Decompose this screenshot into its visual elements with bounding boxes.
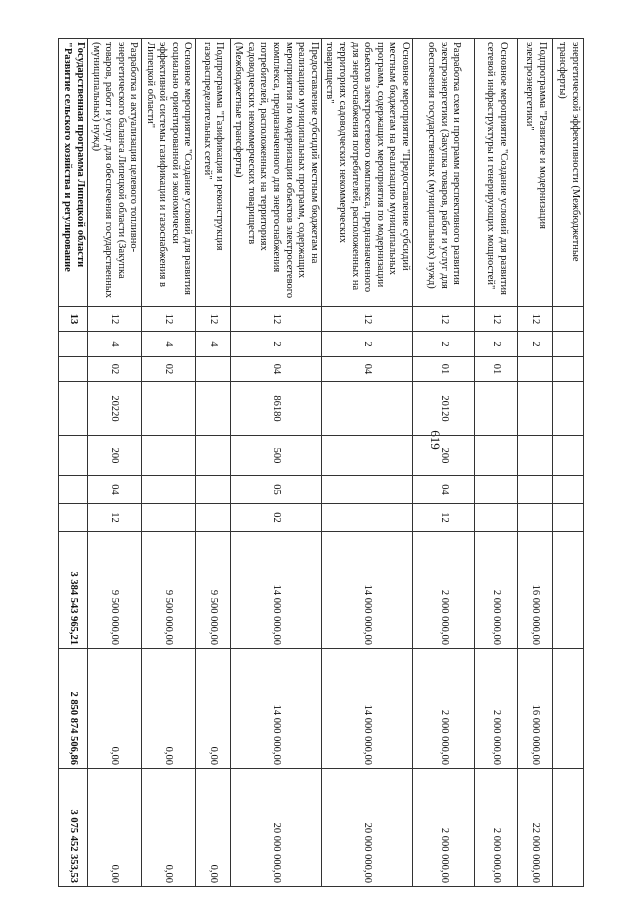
cell-nr: 86180 [230, 382, 321, 436]
cell-y2: 0,00 [141, 649, 195, 769]
cell-gp: 12 [87, 307, 141, 332]
cell-vr [141, 436, 195, 476]
cell-om: 02 [87, 357, 141, 382]
cell-vr: 200 [87, 436, 141, 476]
cell-nr: 20120 [413, 382, 475, 436]
cell-om [59, 357, 87, 382]
cell-nr [321, 382, 412, 436]
cell-nr [518, 382, 553, 436]
cell-y3: 20 000 000,00 [230, 769, 321, 887]
cell-vr [195, 436, 230, 476]
cell-y3: 20 000 000,00 [321, 769, 412, 887]
cell-vr [518, 436, 553, 476]
cell-om: 04 [230, 357, 321, 382]
cell-name: Основное мероприятие "Создание условий для развития социально ориентированной и экономически эффективной системы газификации и газоснабжения в Липецкой области" [141, 39, 195, 307]
cell-rz [518, 476, 553, 504]
cell-y2: 0,00 [195, 649, 230, 769]
cell-y2: 2 000 000,00 [475, 649, 518, 769]
cell-pp: 4 [141, 332, 195, 357]
cell-y2: 14 000 000,00 [230, 649, 321, 769]
cell-pp [59, 332, 87, 357]
cell-gp: 12 [230, 307, 321, 332]
table-row [230, 39, 321, 887]
cell-gp: 12 [413, 307, 475, 332]
cell-vr [59, 436, 87, 476]
cell-rz [141, 476, 195, 504]
table-row [59, 39, 87, 887]
cell-y3: 22 000 000,00 [518, 769, 553, 887]
cell-y1: 14 000 000,00 [230, 532, 321, 649]
cell-gp: 12 [141, 307, 195, 332]
cell-y3: 3 075 452 353,53 [59, 769, 87, 887]
cell-om [553, 357, 584, 382]
cell-gp: 12 [195, 307, 230, 332]
cell-pr [59, 504, 87, 532]
cell-om: 02 [141, 357, 195, 382]
cell-pr [321, 504, 412, 532]
cell-y3: 0,00 [195, 769, 230, 887]
cell-om: 01 [413, 357, 475, 382]
cell-name: Подпрограмма "Газификация и реконструкция газораспределительных сетей" [195, 39, 230, 307]
cell-pp: 4 [195, 332, 230, 357]
cell-pr [195, 504, 230, 532]
cell-nr: 20220 [87, 382, 141, 436]
cell-pr: 12 [87, 504, 141, 532]
cell-y1: 9 500 000,00 [141, 532, 195, 649]
budget-table-sheet [62, 38, 584, 886]
cell-name: Государственная программа Липецкой области "Развитие сельского хозяйства и регулирование [59, 39, 87, 307]
cell-name: энергетической эффективности (Межбюджетные трансферты) [553, 39, 584, 307]
cell-vr [321, 436, 412, 476]
cell-rz [553, 476, 584, 504]
table-row [321, 39, 412, 887]
cell-pp: 2 [230, 332, 321, 357]
cell-rz [195, 476, 230, 504]
cell-rz: 05 [230, 476, 321, 504]
cell-gp: 13 [59, 307, 87, 332]
cell-name: Основное мероприятие "Предоставление субсидий местным бюджетам на реализацию муниципальных программ, содержащих мероприятия по модернизации объектов электросетевого комплекса, предназначенного для энергоснабжения потребителей, расположенных на территориях садоводческих некоммерческих товариществ" [321, 39, 412, 307]
cell-vr: 500 [230, 436, 321, 476]
cell-vr [475, 436, 518, 476]
cell-y1 [553, 532, 584, 649]
cell-pp: 2 [518, 332, 553, 357]
cell-y2: 0,00 [87, 649, 141, 769]
cell-rz [321, 476, 412, 504]
cell-y1: 2 000 000,00 [413, 532, 475, 649]
cell-y3 [553, 769, 584, 887]
cell-nr [59, 382, 87, 436]
cell-name: Подпрограмма "Развитие и модернизация электроэнергетики" [518, 39, 553, 307]
cell-rz: 04 [87, 476, 141, 504]
cell-y1: 16 000 000,00 [518, 532, 553, 649]
cell-pr: 02 [230, 504, 321, 532]
table-row [195, 39, 230, 887]
cell-pr [475, 504, 518, 532]
cell-pr [553, 504, 584, 532]
cell-pr [141, 504, 195, 532]
cell-om: 01 [475, 357, 518, 382]
cell-y3: 0,00 [141, 769, 195, 887]
cell-nr [553, 382, 584, 436]
table-row [413, 39, 475, 887]
cell-nr [195, 382, 230, 436]
cell-y2: 2 850 874 506,86 [59, 649, 87, 769]
budget-table [59, 38, 585, 887]
cell-nr [141, 382, 195, 436]
cell-y3: 2 000 000,00 [475, 769, 518, 887]
cell-name: Основное мероприятие "Создание условий для развития сетевой инфраструктуры и генерирующих мощностей" [475, 39, 518, 307]
cell-vr: 200 [413, 436, 475, 476]
cell-om [518, 357, 553, 382]
cell-vr [553, 436, 584, 476]
cell-y2 [553, 649, 584, 769]
table-row [553, 39, 584, 887]
cell-y1: 9 500 000,00 [87, 532, 141, 649]
cell-y1: 2 000 000,00 [475, 532, 518, 649]
cell-gp [553, 307, 584, 332]
cell-y1: 14 000 000,00 [321, 532, 412, 649]
cell-y2: 16 000 000,00 [518, 649, 553, 769]
cell-pp: 2 [321, 332, 412, 357]
page-number: 619 [428, 430, 443, 450]
cell-y1: 3 384 543 965,21 [59, 532, 87, 649]
cell-nr [475, 382, 518, 436]
cell-y2: 2 000 000,00 [413, 649, 475, 769]
cell-rz: 04 [413, 476, 475, 504]
cell-rz [475, 476, 518, 504]
table-row [87, 39, 141, 887]
table-row [475, 39, 518, 887]
cell-pp [553, 332, 584, 357]
cell-pp: 2 [475, 332, 518, 357]
cell-om [195, 357, 230, 382]
cell-pp: 4 [87, 332, 141, 357]
cell-rz [59, 476, 87, 504]
cell-y3: 2 000 000,00 [413, 769, 475, 887]
cell-gp: 12 [475, 307, 518, 332]
cell-om: 04 [321, 357, 412, 382]
cell-y3: 0,00 [87, 769, 141, 887]
cell-name: Предоставление субсидий местным бюджетам на реализацию муниципальных программ, содержащих мероприятия по модернизации объектов электросетевого комплекса, предназначенного для энергоснабжения потребителей, расположенных на территориях садоводческих некоммерческих товариществ (Межбюджетные трансферты) [230, 39, 321, 307]
cell-pp: 2 [413, 332, 475, 357]
table-row [518, 39, 553, 887]
cell-y1: 9 500 000,00 [195, 532, 230, 649]
cell-gp: 12 [518, 307, 553, 332]
cell-gp: 12 [321, 307, 412, 332]
cell-pr [518, 504, 553, 532]
cell-y2: 14 000 000,00 [321, 649, 412, 769]
cell-pr: 12 [413, 504, 475, 532]
cell-name: Разработка и актуализация целевого топливно-энергетического баланса Липецкой области (Закупка товаров, работ и услуг для обеспечения государственных (муниципальных) нужд) [87, 39, 141, 307]
cell-name: Разработка схем и программ перспективного развития электроэнергетики (Закупка товаров, работ и услуг для обеспечения государственных (муниципальных) нужд) [413, 39, 475, 307]
table-row [141, 39, 195, 887]
